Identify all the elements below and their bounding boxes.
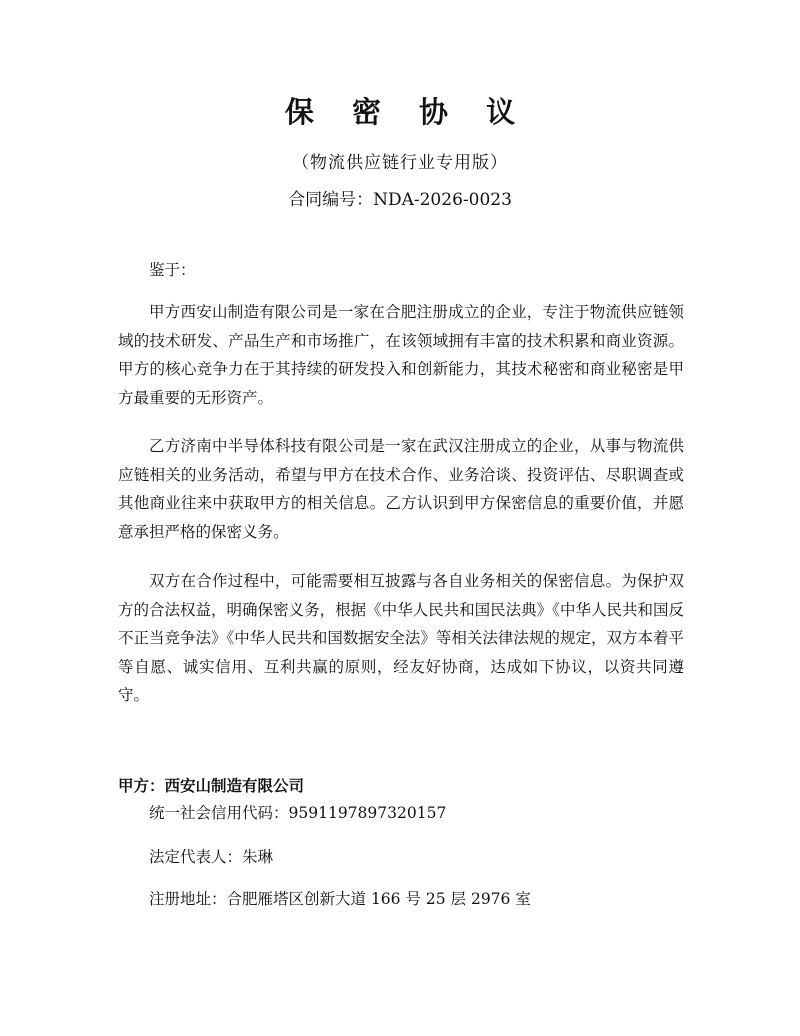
preamble-paragraph-2 — [118, 432, 684, 546]
party-a-credit-code — [149, 801, 446, 825]
preamble-paragraph-1 — [118, 298, 684, 412]
document-subtitle: （物流供应链行业专用版） — [292, 153, 508, 173]
paragraph-text: 乙方济南中半导体科技有限公司是一家在武汉注册成立的企业，从事与物流供应链相关的业务活动，希望与甲方在技术合作、业务洽谈、投资评估、尽职调查或其他商业往来中获取甲方的相关信息。乙方认识到甲方保密信息的重要价值，并愿意承担严格的保密义务。 — [118, 437, 684, 541]
whereas-section — [118, 256, 684, 285]
legal-rep-value: 朱琳 — [242, 848, 274, 866]
contract-number-label: 合同编号： — [288, 190, 374, 210]
contract-number-value: NDA-2026-0023 — [373, 190, 512, 210]
party-a-heading: 甲方：西安山制造有限公司 — [118, 777, 305, 795]
address-value: 合肥雁塔区创新大道 166 号 25 层 2976 室 — [226, 890, 531, 908]
paragraph-text: 双方在合作过程中，可能需要相互披露与各自业务相关的保密信息。为保护双方的合法权益，明确保密义务，根据《中华人民共和国民法典》《中华人民共和国反不正当竞争法》《中华人民共和国数据安全法》等相关法律法规的规定，双方本着平等自愿、诚实信用、互利共赢的原则，经友好协商，达成如下协议，以资共同遵守。 — [118, 572, 684, 704]
party-a-address — [149, 887, 531, 911]
credit-code-value: 9591197897320157 — [288, 804, 447, 822]
address-label: 注册地址： — [149, 890, 227, 908]
party-a-legal-representative — [149, 845, 273, 869]
credit-code-label: 统一社会信用代码： — [149, 804, 289, 822]
contract-number-line — [0, 187, 800, 213]
paragraph-text: 甲方西安山制造有限公司是一家在合肥注册成立的企业，专注于物流供应链领域的技术研发、产品生产和市场推广，在该领域拥有丰富的技术积累和商业资源。甲方的核心竞争力在于其持续的研发投入和创新能力，其技术秘密和商业秘密是甲方最重要的无形资产。 — [118, 303, 684, 407]
preamble-paragraph-3 — [118, 567, 684, 710]
document-title: 保 密 协 议 — [284, 95, 530, 129]
whereas-label: 鉴于： — [149, 261, 196, 279]
legal-rep-label: 法定代表人： — [149, 848, 243, 866]
